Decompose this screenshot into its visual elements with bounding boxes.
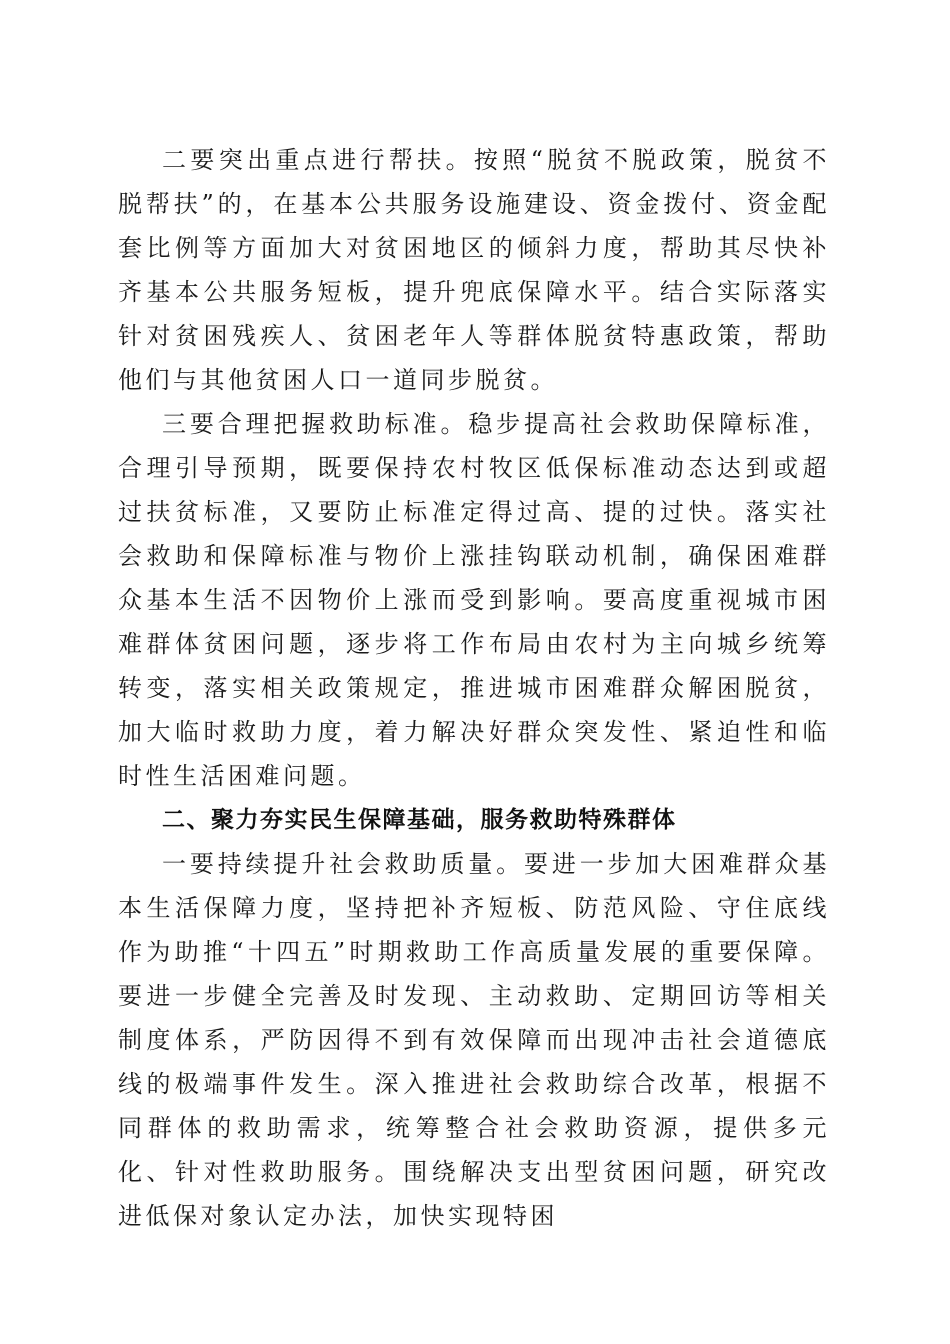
paragraph-assistance-quality: 一要持续提升社会救助质量。要进一步加大困难群众基本生活保障力度，坚持把补齐短板、防范风险、守住底线作为助推“十四五”时期救助工作高质量发展的重要保障。要进一步健全完善及时发现、主动救助、定期回访等相关制度体系，严防因得不到有效保障而出现冲击社会道德底线的极端事件发生。深入推进社会救助综合改革，根据不同群体的救助需求，统筹整合社会救助资源，提供多元化、针对性救助服务。围绕解决支出型贫困问题，研究改进低保对象认定办法，加快实现特困 [118,850,830,1230]
document-body [118,138,830,1238]
paragraph-assistance-standards: 三要合理把握救助标准。稳步提高社会救助保障标准，合理引导预期，既要保持农村牧区低保标准动态达到或超过扶贫标准，又要防止标准定得过高、提的过快。落实社会救助和保障标准与物价上涨挂钩联动机制，确保困难群众基本生活不因物价上涨而受到影响。要高度重视城市困难群体贫困问题，逐步将工作布局由农村为主向城乡统筹转变，落实相关政策规定，推进城市困难群众解困脱贫，加大临时救助力度，着力解决好群众突发性、紧迫性和临时性生活困难问题。 [118,410,830,790]
paragraph-targeted-assistance: 二要突出重点进行帮扶。按照“脱贫不脱政策，脱贫不脱帮扶”的，在基本公共服务设施建设、资金拨付、资金配套比例等方面加大对贫困地区的倾斜力度，帮助其尽快补齐基本公共服务短板，提升兜底保障水平。结合实际落实针对贫困残疾人、贫困老年人等群体脱贫特惠政策，帮助他们与其他贫困人口一道同步脱贫。 [118,146,830,394]
section-heading-two: 二、聚力夯实民生保障基础，服务救助特殊群体 [162,807,677,833]
